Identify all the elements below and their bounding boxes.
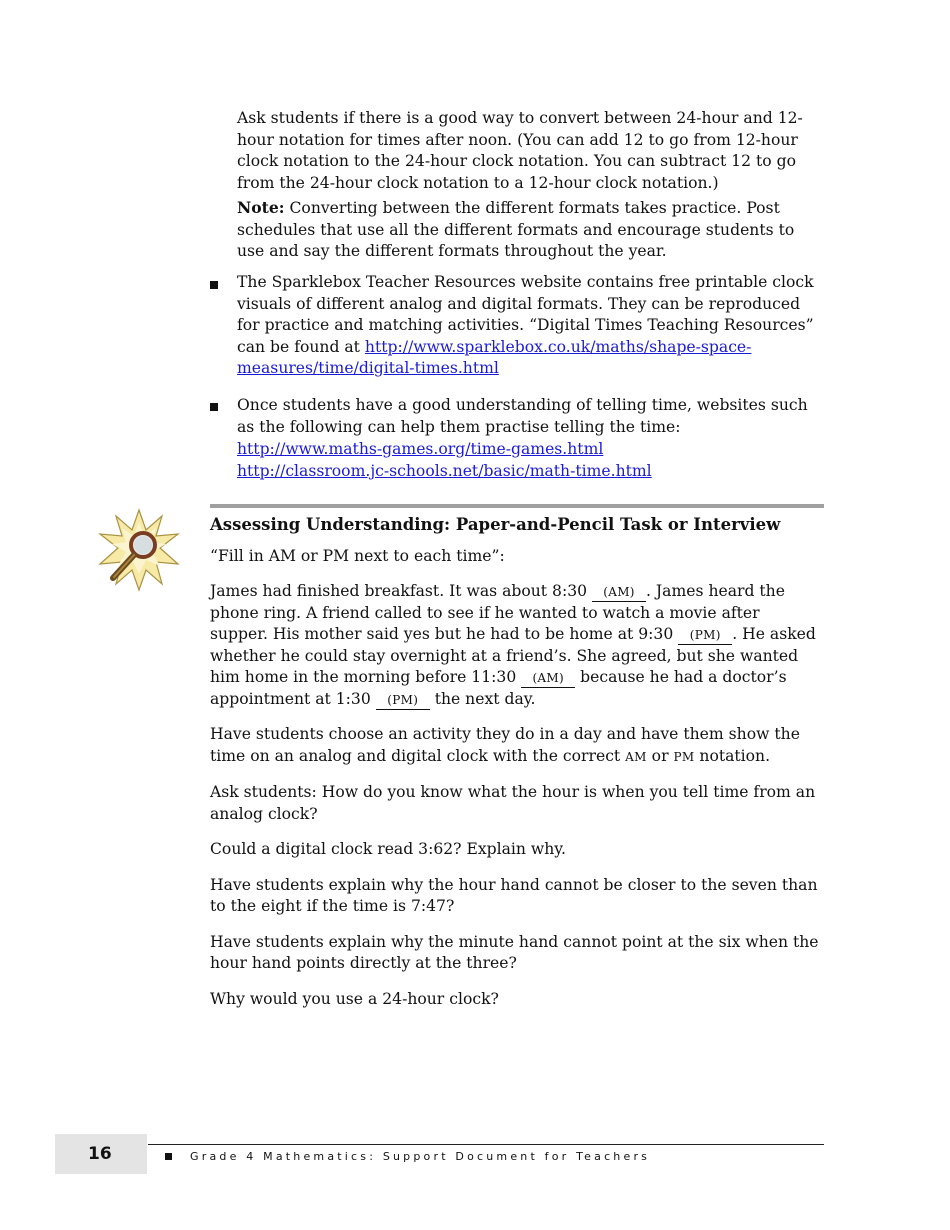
story-text: . He asked whether he could stay overnight at a friend’s. She agreed, but she wanted him home in the morning before 11:30 xyxy=(210,625,816,686)
assessment-heading: Assessing Understanding: Paper-and-Pencil Task or Interview xyxy=(210,515,781,534)
answer-blank: (AM) xyxy=(521,670,575,688)
section-divider xyxy=(210,504,824,508)
note-label: Note: xyxy=(237,198,285,217)
maths-games-link[interactable]: http://www.maths-games.org/time-games.html xyxy=(237,440,604,458)
bullet-item-sparklebox xyxy=(237,272,817,380)
page-number: 16 xyxy=(88,1144,112,1164)
bullet-marker xyxy=(210,403,218,411)
footer-title: Grade 4 Mathematics: Support Document for Teachers xyxy=(190,1150,651,1163)
activity-text: or xyxy=(646,746,674,765)
sparklebox-link[interactable]: http://www.sparklebox.co.uk/maths/shape-space-measures/time/digital-times.html xyxy=(237,337,752,377)
footer-bullet xyxy=(165,1153,172,1160)
assessment-story xyxy=(210,581,820,710)
am-label: AM xyxy=(625,749,647,764)
footer-rule xyxy=(148,1144,824,1145)
bullet-marker xyxy=(210,281,218,289)
bullet-text: Once students have a good understanding of telling time, websites such as the following can help them practise telling the time: xyxy=(237,396,808,436)
story-text: James had finished breakfast. It was about 8:30 xyxy=(210,582,593,600)
pm-label: PM xyxy=(673,749,695,764)
note-text: Converting between the different formats takes practice. Post schedules that use all the different formats and encourage students to use and say the different formats throughout the year. xyxy=(237,199,795,260)
bullet-text: The Sparklebox Teacher Resources website contains free printable clock visuals of different analog and digital formats. They can be reproduced for practice and matching activities. “Digital Times Teaching Resources” can be found at xyxy=(237,273,814,356)
jc-schools-link[interactable]: http://classroom.jc-schools.net/basic/math-time.html xyxy=(237,461,652,480)
question-paragraph: Have students explain why the hour hand cannot be closer to the seven than to the eight if the time is 7:47? xyxy=(210,875,818,915)
magnifying-glass-starburst-icon xyxy=(98,508,180,592)
answer-blank: (AM) xyxy=(592,584,646,602)
activity-paragraph xyxy=(210,724,820,768)
intro-paragraph: Ask students if there is a good way to convert between 24-hour and 12-hour notation for times after noon. (You can add 12 to go from 12-hour clock notation to the 24-hour clock notation. You can subtract 12 to go from the 24-hour clock notation to a 12-hour clock notation.) xyxy=(237,109,803,192)
story-text: because he had a doctor’s appointment at 1:30 xyxy=(210,668,787,708)
question-paragraph: Have students explain why the minute hand cannot point at the six when the hour hand points directly at the three? xyxy=(210,932,819,972)
note-paragraph xyxy=(237,197,817,263)
answer-blank: (PM) xyxy=(376,692,430,710)
question-paragraph: Why would you use a 24-hour clock? xyxy=(210,989,499,1008)
question-paragraph: Ask students: How do you know what the hour is when you tell time from an analog clock? xyxy=(210,783,816,823)
assessment-instruction: “Fill in AM or PM next to each time”: xyxy=(210,546,505,565)
activity-text: Have students choose an activity they do in a day and have them show the time on an analog and digital clock with the correct xyxy=(210,725,800,765)
story-text: . James heard the phone ring. A friend called to see if he wanted to watch a movie after supper. His mother said yes but he had to be home at 9:30 xyxy=(210,582,785,643)
question-paragraph: Could a digital clock read 3:62? Explain why. xyxy=(210,840,567,858)
assessment-section xyxy=(210,514,820,1010)
activity-text: notation. xyxy=(694,746,771,765)
bullet-item-websites xyxy=(237,395,817,482)
answer-blank: (PM) xyxy=(678,627,732,645)
story-text: the next day. xyxy=(429,689,536,708)
